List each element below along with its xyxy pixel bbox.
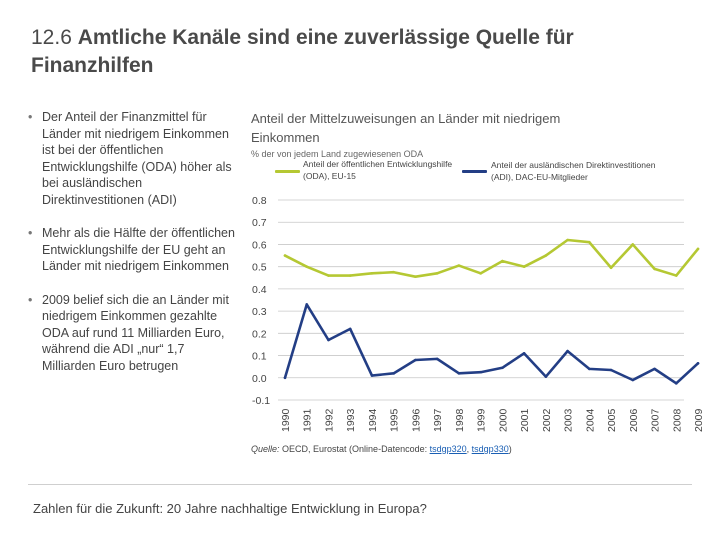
- y-tick-label: 0.3: [252, 306, 267, 319]
- x-tick-label: 2000: [497, 408, 510, 432]
- data-point-series-2: [392, 372, 395, 375]
- data-point-series-2: [653, 368, 656, 371]
- x-tick-label: 1991: [301, 408, 314, 432]
- x-tick-label: 2001: [519, 408, 532, 432]
- slide-title-number: 12.6: [31, 26, 72, 49]
- data-point-series-1: [545, 254, 548, 257]
- data-point-series-1: [479, 272, 482, 275]
- data-point-series-2: [588, 368, 591, 371]
- source-end: ): [508, 444, 512, 454]
- x-tick-label: 2007: [649, 408, 662, 432]
- x-tick-label: 1992: [323, 408, 336, 432]
- x-tick-label: 2006: [627, 408, 640, 432]
- y-tick-label: 0.2: [252, 328, 267, 341]
- footer-text: Zahlen für die Zukunft: 20 Jahre nachhaltige Entwicklung in Europa?: [33, 501, 427, 516]
- x-tick-label: 1996: [410, 408, 423, 432]
- data-point-series-2: [479, 371, 482, 374]
- x-tick-label: 2005: [606, 408, 619, 432]
- x-tick-label: 1997: [432, 408, 445, 432]
- slide-title-text: Amtliche Kanäle sind eine zuverlässige Quelle für Finanzhilfen: [31, 26, 574, 77]
- data-point-series-2: [610, 369, 613, 372]
- data-point-series-2: [501, 366, 504, 369]
- data-point-series-2: [371, 374, 374, 377]
- data-point-series-2: [436, 358, 439, 361]
- data-point-series-2: [675, 382, 678, 385]
- data-point-series-2: [349, 328, 352, 331]
- y-tick-label: 0.6: [252, 239, 267, 252]
- data-point-series-2: [631, 379, 634, 382]
- chart-subtitle: % der von jedem Land zugewiesenen ODA: [251, 149, 424, 159]
- bullet-item: • Mehr als die Hälfte der öffentlichen Entwicklungshilfe der EU geht an Länder mit niedrigem Einkommen: [28, 225, 240, 275]
- data-point-series-1: [631, 243, 634, 246]
- y-tick-label: 0.1: [252, 350, 267, 363]
- source-label: Quelle:: [251, 444, 280, 454]
- data-point-series-2: [284, 376, 287, 379]
- data-point-series-1: [523, 265, 526, 268]
- data-point-series-2: [414, 359, 417, 362]
- x-tick-label: 1998: [453, 408, 466, 432]
- data-point-series-1: [414, 275, 417, 278]
- y-tick-label: 0.5: [252, 261, 267, 274]
- x-tick-label: 2008: [671, 408, 684, 432]
- x-tick-label: 2002: [540, 408, 553, 432]
- source-link-tsdgp330[interactable]: tsdgp330: [471, 444, 509, 454]
- x-tick-label: 1993: [345, 408, 358, 432]
- data-point-series-1: [588, 241, 591, 244]
- source-note: [251, 444, 512, 454]
- x-tick-label: 1995: [388, 408, 401, 432]
- data-point-series-1: [392, 271, 395, 274]
- data-point-series-2: [305, 303, 308, 306]
- data-point-series-2: [523, 352, 526, 355]
- legend-label-adi: Anteil der ausländischen Direktinvestitionen (ADI), DAC-EU-Mitglieder: [491, 160, 656, 182]
- data-point-series-1: [697, 248, 700, 251]
- x-tick-label: 1994: [366, 408, 379, 432]
- y-tick-label: 0.8: [252, 195, 267, 207]
- data-point-series-2: [458, 372, 461, 375]
- data-point-series-1: [675, 274, 678, 277]
- bullet-item: • Der Anteil der Finanzmittel für Länder mit niedrigem Einkommen ist bei der öffentlichen Entwicklungshilfe (ODA) höher als bei ausländischen Direktinvestitionen (ADI): [28, 109, 240, 208]
- source-text: OECD, Eurostat (Online-Datencode:: [279, 444, 430, 454]
- x-tick-label: 2009: [693, 408, 705, 432]
- y-tick-label: 0.4: [252, 283, 267, 296]
- data-point-series-1: [305, 265, 308, 268]
- source-separator: ,: [466, 444, 472, 454]
- data-point-series-2: [327, 339, 330, 342]
- series-line-2: [285, 304, 698, 383]
- series-line-1: [285, 240, 698, 277]
- data-point-series-1: [566, 239, 569, 242]
- x-tick-label: 2004: [584, 408, 597, 432]
- x-tick-label: 1990: [280, 408, 292, 432]
- source-link-tsdgp320[interactable]: tsdgp320: [429, 444, 467, 454]
- footer-divider: [28, 484, 692, 485]
- data-point-series-1: [610, 266, 613, 269]
- y-tick-label: 0.7: [252, 217, 267, 230]
- y-tick-label: -0.1: [252, 395, 271, 407]
- x-tick-label: 2003: [562, 408, 575, 432]
- y-tick-label: 0.0: [252, 372, 267, 385]
- legend-label-oda: Anteil der öffentlichen Entwicklungshilfe (ODA), EU-15: [303, 159, 453, 181]
- x-tick-label: 1999: [475, 408, 488, 432]
- data-point-series-1: [327, 274, 330, 277]
- data-point-series-1: [349, 274, 352, 277]
- data-point-series-1: [501, 260, 504, 263]
- data-point-series-2: [697, 362, 700, 365]
- data-point-series-2: [545, 375, 548, 378]
- data-point-series-1: [284, 254, 287, 257]
- data-point-series-1: [371, 272, 374, 275]
- data-point-series-1: [436, 272, 439, 275]
- data-point-series-1: [458, 264, 461, 267]
- data-point-series-2: [566, 350, 569, 353]
- data-point-series-1: [653, 268, 656, 271]
- chart-title: Anteil der Mittelzuweisungen an Länder mit niedrigem Einkommen: [251, 111, 561, 145]
- bullet-item: • 2009 belief sich die an Länder mit niedrigem Einkommen gezahlte ODA auf rund 11 Milliarden Euro, während die ADI „nur“ 1,7 Milliarden Euro betrugen: [28, 292, 240, 375]
